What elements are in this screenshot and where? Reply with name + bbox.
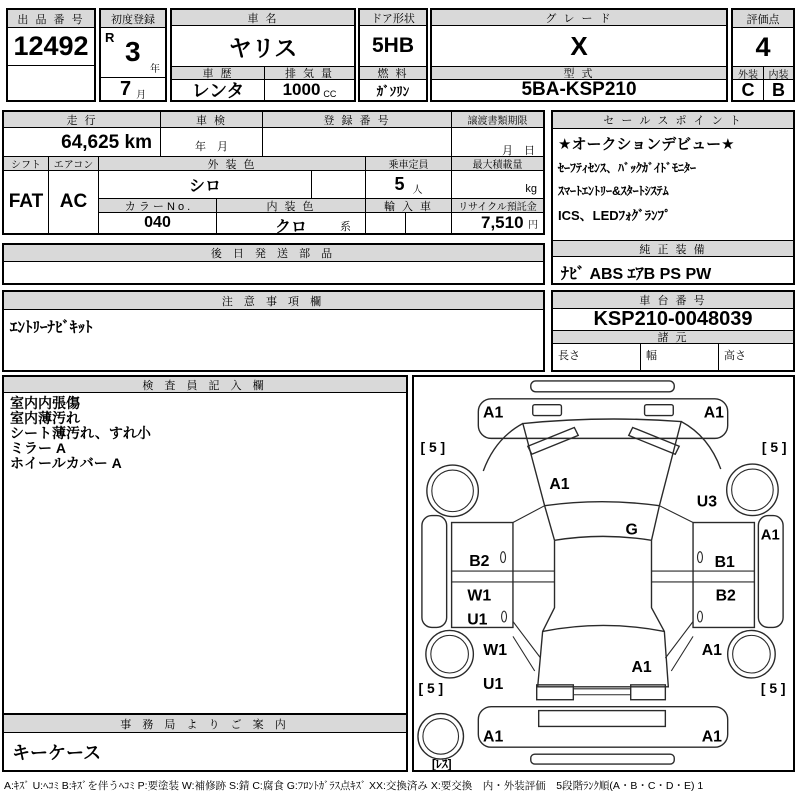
inspector-label: 検 査 員 記 入 欄 (4, 377, 406, 393)
later-parts-value (4, 262, 543, 283)
license-recess (539, 711, 666, 727)
history-label: 車 歴 (172, 66, 265, 80)
front-left-wheel-inner (432, 470, 474, 512)
front-bumper-strip (531, 381, 674, 392)
windshield (523, 419, 681, 506)
door-top-seams (513, 506, 693, 523)
diagram-box (412, 375, 795, 772)
inspector-lines (10, 396, 400, 471)
aircon-label: エアコン (49, 157, 99, 171)
auction-number-label: 出 品 番 号 (8, 10, 94, 28)
spec-height-label: 高さ (724, 350, 746, 362)
damage-mark: A1 (760, 527, 780, 544)
first-registration-month-cell (101, 78, 165, 100)
displacement-value: 1000 (282, 80, 321, 99)
damage-mark: A1 (701, 642, 722, 660)
inspector-line: シート薄汚れ、すれ小 (10, 425, 151, 441)
fuel-value: ｶﾞｿﾘﾝ (376, 83, 410, 99)
rear-right-wheel (728, 630, 775, 678)
exterior-color-value: シロ (99, 171, 312, 199)
inspector-line: 室内内張傷 (10, 395, 80, 411)
capacity-unit: 人 (412, 185, 423, 196)
cowl-sides (545, 506, 660, 541)
spec-length-label: 長さ (553, 344, 641, 370)
rear-left-wheel (426, 630, 473, 678)
inspector-line: ミラー A (10, 440, 66, 456)
taillight-bar (573, 689, 630, 695)
max-load-value: kg (452, 171, 543, 199)
office-box (2, 713, 408, 772)
rocker-left (422, 516, 447, 628)
reg-month-value: 7 (119, 77, 132, 100)
rear-right-wheel-inner (733, 635, 771, 673)
specs-label: 諸 元 (553, 330, 793, 344)
inspection-label: 車 検 (161, 112, 263, 128)
reg-year-unit: 年 (150, 64, 160, 75)
first-registration-label: 初度登録 (101, 10, 165, 28)
reg-month-unit: 月 (136, 89, 147, 101)
damage-mark: G (625, 521, 638, 539)
sales-line: ｾｰﾌﾃｨｾﾝｽ、ﾊﾞｯｸｶﾞｲﾄﾞﾓﾆﾀｰ (558, 161, 697, 175)
first-registration-year-cell (101, 28, 165, 78)
door-handle (502, 611, 507, 622)
damage-marks (419, 405, 787, 770)
wiper-right (629, 427, 679, 454)
shift-label: シフト (4, 157, 49, 171)
info-table (2, 110, 545, 235)
front-left-wheel (427, 465, 478, 516)
door-handle (501, 552, 506, 563)
first-registration-box (99, 8, 167, 102)
rear-bumper-strip (531, 754, 674, 764)
grade-label: グ レ ー ド (432, 10, 726, 26)
interior-color-value: クロ (275, 219, 308, 236)
recycle-deposit-value: 7,510 (481, 213, 524, 232)
door-shape-label: ドア形状 (360, 10, 426, 26)
sales-line: ｽﾏｰﾄｴﾝﾄﾘｰ&ｽﾀｰﾄｼｽﾃﾑ (558, 184, 669, 198)
interior-grade-label: 内装 (764, 66, 793, 80)
recycle-deposit-label: リサイクル預託金 (452, 199, 543, 213)
damage-mark: A1 (483, 404, 504, 422)
damage-mark: U1 (467, 611, 488, 629)
notes-value: ｴﾝﾄﾘｰﾅﾋﾞｷｯﾄ (10, 319, 93, 336)
recycle-deposit-cell (452, 213, 543, 233)
tire-depth-mark: [ 5 ] (761, 439, 787, 456)
score-box (731, 8, 795, 102)
exterior-color-label: 外 装 色 (99, 157, 366, 171)
damage-mark: A1 (631, 658, 652, 676)
capacity-label: 乗車定員 (366, 157, 452, 171)
damage-mark: B2 (469, 553, 490, 571)
mileage-label: 走 行 (4, 112, 161, 128)
spare-tire (418, 714, 464, 760)
footer-legend: A:ｷｽﾞ U:ﾍｺﾐ B:ｷｽﾞを伴うﾍｺﾐ P:要塗装 W:補修跡 S:錆 C:腐食 G:ﾌﾛﾝﾄｶﾞﾗｽ点ｷｽﾞ XX:交換済み X:要交換 内・外装評価 5段階ﾗﾝｸ順(A・B・C・D・E) 1 (4, 780, 704, 792)
later-parts-label: 後 日 発 送 部 品 (4, 245, 543, 262)
grade-value: X (570, 30, 588, 61)
sales-points-label: セ ー ル ス ポ イ ン ト (553, 112, 793, 129)
damage-mark: W1 (483, 642, 508, 660)
exterior-grade-value: C (733, 80, 764, 100)
damage-mark: A1 (483, 728, 504, 746)
wiper-left (528, 427, 578, 454)
transfer-deadline-value: 月 日 (452, 128, 543, 157)
import-car-divider (405, 213, 406, 233)
inspection-value: 年 月 (161, 128, 263, 157)
tire-depth-mark: [ 5 ] (418, 679, 444, 696)
car-name-value: ヤリス (228, 34, 298, 61)
car-name-label: 車 名 (172, 10, 354, 26)
inspector-box (2, 375, 408, 715)
recycle-deposit-unit: 円 (528, 220, 538, 231)
chassis-label: 車 台 番 号 (553, 292, 793, 309)
damage-mark: B2 (715, 587, 736, 605)
aircon-value: AC (49, 171, 99, 233)
transfer-deadline-label: 譲渡書類期限 (452, 112, 543, 128)
damage-mark: A1 (703, 404, 724, 422)
damage-mark: U3 (696, 493, 718, 511)
fender-seams (483, 422, 720, 471)
later-parts-box (2, 243, 545, 285)
front-right-wheel-inner (732, 469, 774, 511)
max-load-label: 最大積載量 (452, 157, 543, 171)
inspector-line: 室内薄汚れ (10, 410, 80, 426)
door-shape-box (358, 8, 428, 102)
spare-tire-mark: [ﾚｽ] (431, 757, 452, 770)
front-right-wheel (727, 464, 778, 515)
damage-mark: U1 (483, 675, 504, 693)
import-car-cell (366, 213, 452, 233)
interior-grade-value: B (772, 79, 785, 100)
rear-window-line (543, 625, 665, 631)
displacement-unit: CC (323, 88, 337, 99)
displacement-cell (265, 80, 354, 100)
rear-left-wheel-inner (431, 635, 469, 673)
shift-value: FAT (4, 171, 49, 233)
door-panel-right (693, 523, 754, 628)
car-outline (418, 381, 783, 764)
history-value: レンタ (172, 80, 265, 100)
exterior-grade-label: 外装 (733, 66, 764, 80)
interior-color-cell (217, 213, 366, 236)
door-split-lines (452, 571, 755, 582)
interior-color-suffix: 系 (340, 221, 351, 233)
damage-mark: A1 (549, 475, 570, 493)
car-damage-diagram (414, 377, 793, 770)
color-no-label: カ ラ ー N o . (99, 199, 217, 213)
damage-mark: W1 (467, 587, 492, 605)
era-value: R (105, 30, 115, 45)
tire-depth-mark: [ 5 ] (420, 439, 446, 456)
notes-label: 注 意 事 項 欄 (4, 292, 543, 310)
door-handle (698, 611, 703, 622)
registration-number-value (263, 128, 452, 157)
headlight-left (533, 405, 562, 416)
inspector-line: ホイールカバー A (10, 455, 122, 471)
mileage-value: 64,625 km (4, 128, 161, 157)
spec-width-label: 幅 (641, 344, 719, 370)
spare-tire-inner (423, 719, 459, 755)
model-code-value: 5BA-KSP210 (521, 79, 637, 100)
exterior-color-extra-cell (312, 171, 366, 199)
score-value: 4 (755, 31, 771, 62)
color-no-value: 040 (99, 213, 217, 233)
model-code-label: 型 式 (432, 66, 726, 80)
fuel-label: 燃 料 (360, 66, 426, 80)
chassis-value: KSP210-0048039 (593, 308, 753, 330)
office-label: 事 務 局 よ り ご 案 内 (4, 715, 406, 733)
notes-box (2, 290, 545, 372)
sales-points-box (551, 110, 795, 285)
door-handle (698, 552, 703, 563)
sales-line: ★オークションデビュー★ (558, 136, 735, 153)
equipment-value: ﾅﾋﾞ ABS ｴｱB PS PW (561, 266, 712, 283)
chassis-box (551, 290, 795, 372)
headlight-right (645, 405, 674, 416)
capacity-cell (366, 171, 452, 199)
auction-number-value: 12492 (8, 28, 94, 66)
damage-mark: B1 (714, 554, 735, 572)
car-name-box (170, 8, 356, 102)
tire-depth-mark: [ 5 ] (760, 679, 786, 696)
score-label: 評価点 (733, 10, 793, 28)
registration-number-label: 登 録 番 号 (263, 112, 452, 128)
auction-number-empty-cell (8, 66, 94, 100)
auction-number-box (6, 8, 96, 102)
import-car-label: 輸 入 車 (366, 199, 452, 213)
displacement-label: 排 気 量 (265, 66, 354, 80)
damage-mark: A1 (701, 728, 722, 746)
office-value: キーケース (12, 743, 102, 763)
reg-year-value: 3 (125, 36, 141, 67)
capacity-value: 5 (394, 174, 405, 194)
equipment-label: 純 正 装 備 (553, 240, 793, 257)
interior-color-label: 内 装 色 (217, 199, 366, 213)
sales-line: ICS、LEDﾌｫｸﾞﾗﾝﾌﾟ (558, 208, 671, 223)
door-shape-value: 5HB (371, 34, 414, 57)
grade-box (430, 8, 728, 102)
sales-points-lines (558, 133, 788, 237)
